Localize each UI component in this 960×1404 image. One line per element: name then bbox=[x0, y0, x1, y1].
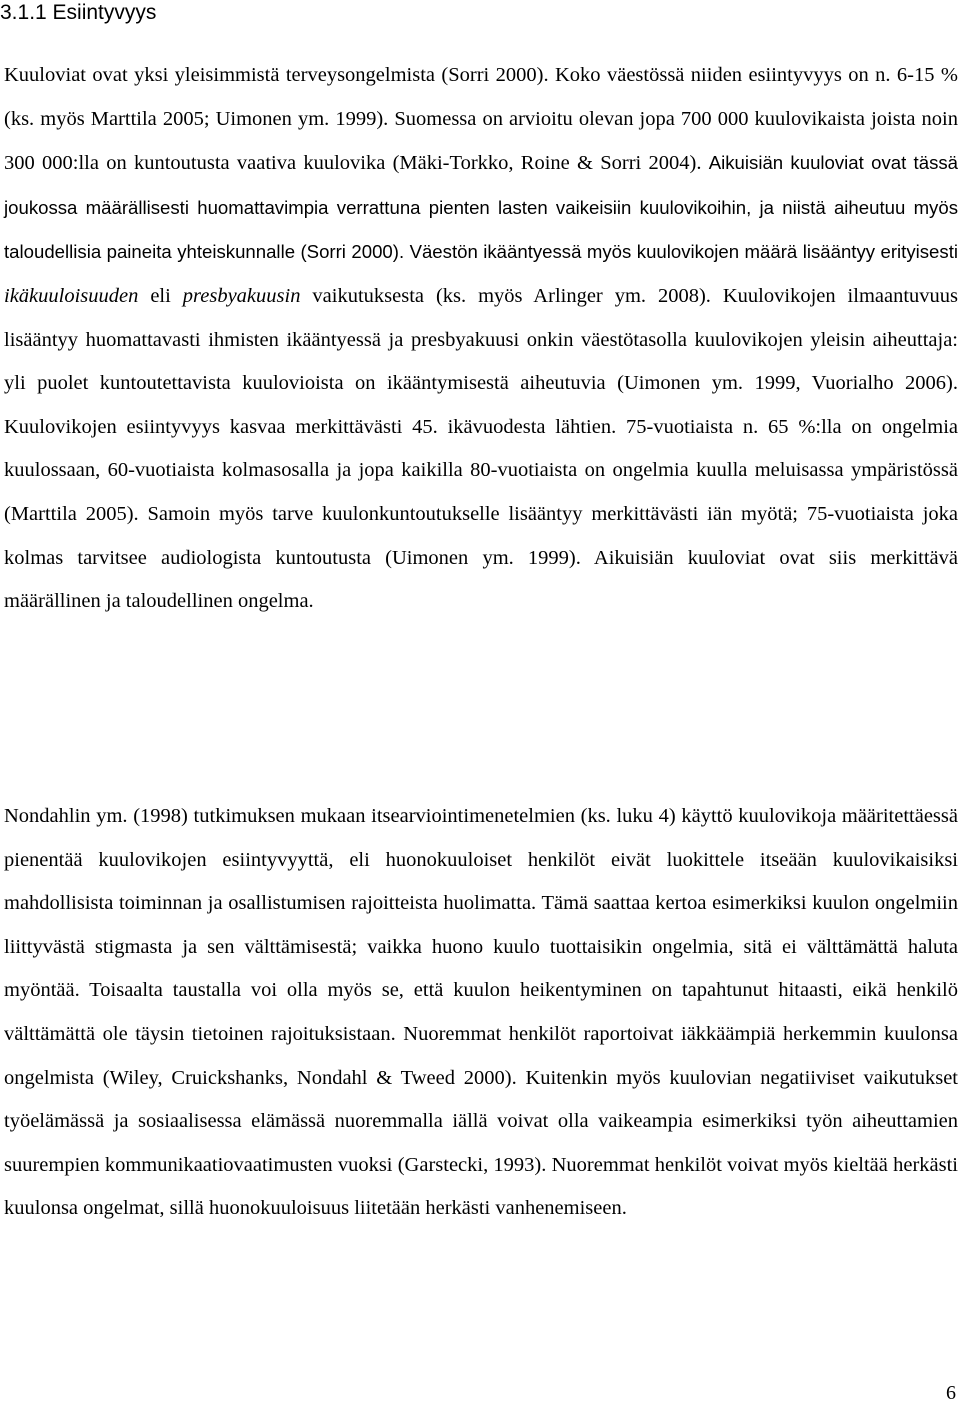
text-run: eli bbox=[150, 284, 171, 307]
italic-term-presbyakuusi: presbyakuusin bbox=[182, 284, 301, 307]
text-run: vaikutuksesta (ks. myös Arlinger ym. 2008). bbox=[312, 284, 711, 307]
section-heading: 3.1.1 Esiintyvyys bbox=[0, 1, 157, 24]
paragraph-self-assessment: Nondahlin ym. (1998) tutkimuksen mukaan itsearviointimenetelmien (ks. luku 4) käyttö kuulovikoja määritettäessä pienentää kuulovikojen esiintyvyyttä, eli huonokuuloiset henkilöt eivät luokittele itseään kuulovikaisiksi mahdollisista toiminnan ja osallistumisen rajoitteista huolimatta. Tämä saattaa kertoa esimerkiksi kuulon ongelmiin liittyvästä stigmasta ja sen välttämisestä; vaikka huono kuulo tuottaisikin ongelmia, sitä ei välttämättä haluta myöntää. Toisaalta taustalla voi olla myös se, että kuulon heikentyminen on tapahtunut hitaasti, eikä henkilö välttämättä ole täysin tietoinen rajoituksistaan. Nuoremmat henkilöt raportoivat iäkkäämpiä herkemmin kuulonsa ongelmista (Wiley, Cruickshanks, Nondahl & Tweed 2000). Kuitenkin myös kuulovian negatiiviset vaikutukset työelämässä ja sosiaalisessa elämässä nuoremmalla iällä voivat olla vaikeampia esimerkiksi työn aiheuttamien suurempien kommunikaatiovaatimusten vuoksi (Garstecki, 1993). Nuoremmat henkilöt voivat myös kieltää herkästi kuulonsa ongelmat, sillä huonokuuloisuus liitetään herkästi vanhenemiseen. bbox=[4, 805, 958, 1220]
page-number: 6 bbox=[946, 1382, 956, 1404]
italic-term-ikakuuloisuus: ikäkuuloisuuden bbox=[4, 284, 139, 307]
text-run: Aikuisiän kuuloviat ovat tässä joukossa määrällisesti huomattavimpia verrattuna pienten lasten vaikeisiin kuulovikoihin, ja niistä aiheutuu myös taloudellisia paineita yhteiskunnalle (Sorri 2000). Väestön ikääntyessä myös kuulovikojen määrä lisääntyy erityisesti bbox=[4, 152, 958, 263]
text-run: Kuuloviat ovat yksi yleisimmistä terveysongelmista (Sorri 2000). Koko väestössä niiden esiintyvyys on n. 6-15 % (ks. myös Marttila 2005; Uimonen ym. 1999). Suomessa on arvioitu olevan jopa 700 000 kuulovikaista joista noin 300 000:lla on kuntoutusta vaativa kuulovika (Mäki-Torkko, Roine & Sorri 2004). bbox=[4, 64, 958, 175]
paragraph-prevalence bbox=[4, 54, 958, 624]
text-run: Kuulovikojen ilmaantuvuus lisääntyy huomattavasti ihmisten ikääntyessä ja presbyakuusi onkin väestötasolla kuulovikojen yleisin aiheuttaja: yli puolet kuntoutettavista kuulovioista on ikääntymisestä aiheutuvia (Uimonen ym. 1999, Vuorialho 2006). Kuulovikojen esiintyvyys kasvaa merkittävästi 45. ikävuodesta lähtien. 75-vuotiaista n. 65 %:lla on ongelmia kuulossaan, 60-vuotiaista kolmasosalla ja jopa kaikilla 80-vuotiaista on ongelmia kuulla meluisassa ympäristössä (Marttila 2005). Samoin myös tarve kuulonkuntoutukselle lisääntyy merkittävästi iän myötä; 75-vuotiaista joka kolmas tarvitsee audiologista kuntoutusta (Uimonen ym. 1999). Aikuisiän kuuloviat ovat siis merkittävä määrällinen ja taloudellinen ongelma. bbox=[4, 284, 959, 613]
